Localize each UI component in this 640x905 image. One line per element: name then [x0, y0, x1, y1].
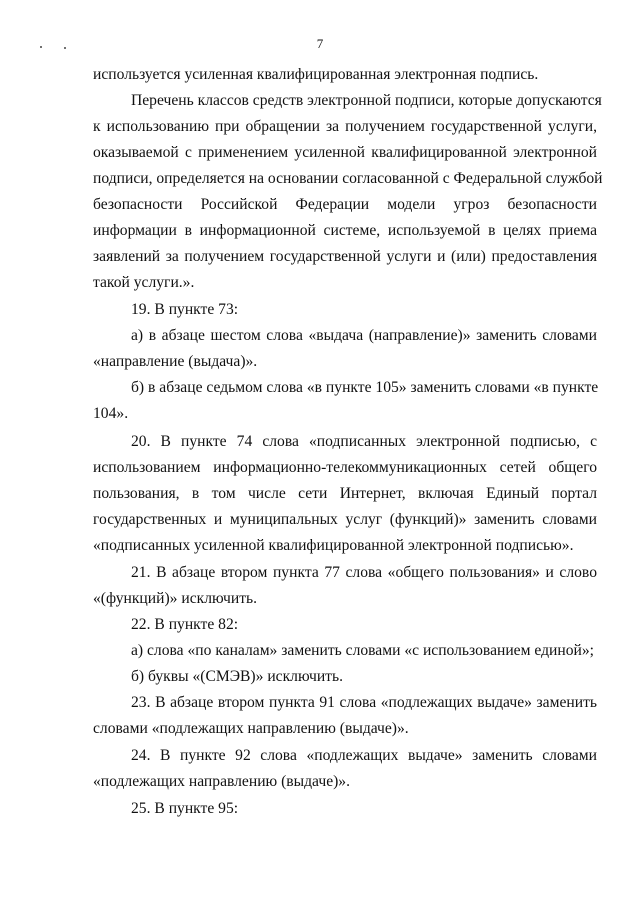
list-item: а) слова «по каналам» заменить словами «с использованием единой»;: [131, 642, 594, 659]
page-number: 7: [316, 36, 324, 51]
text-line: заявлений за получением государственной услуги и (или) предоставления: [93, 248, 597, 265]
paragraph-first-line: а) в абзаце шестом слова «выдача (направление)» заменить словами: [131, 327, 597, 344]
text-line: к использованию при обращении за получением государственной услуги,: [93, 118, 597, 135]
text-line: использованием информационно-телекоммуникационных сетей общего: [93, 459, 597, 476]
text-line: словами «подлежащих направлению (выдаче)».: [93, 720, 409, 737]
item-heading: 25. В пункте 95:: [131, 800, 239, 817]
text-line: 104».: [93, 405, 129, 422]
paragraph-first-line: 24. В пункте 92 слова «подлежащих выдаче» заменить словами: [131, 747, 597, 764]
paragraph-first-line: 21. В абзаце втором пункта 77 слова «общего пользования» и слово: [131, 564, 597, 581]
text-line: используется усиленная квалифицированная электронная подпись.: [93, 66, 539, 83]
paragraph-first-line: б) в абзаце седьмом слова «в пункте 105» заменить словами «в пункте: [131, 379, 599, 396]
text-line: пользования, в том числе сети Интернет, включая Единый портал: [93, 485, 597, 502]
text-line: «подлежащих направлению (выдаче)».: [93, 773, 351, 790]
text-line: «подписанных усиленной квалифицированной электронной подписью».: [93, 537, 574, 554]
paragraph-first-line: 20. В пункте 74 слова «подписанных электронной подписью, с: [131, 433, 597, 450]
paragraph-first-line: Перечень классов средств электронной подписи, которые допускаются: [131, 92, 602, 109]
text-line: оказываемой с применением усиленной квалифицированной электронной: [93, 144, 597, 161]
list-item: б) буквы «(СМЭВ)» исключить.: [131, 668, 344, 685]
text-line: такой услуги.».: [93, 274, 195, 291]
text-line: государственных и муниципальных услуг (функций)» заменить словами: [93, 511, 597, 528]
text-line: безопасности Российской Федерации модели угроз безопасности: [93, 196, 597, 213]
item-heading: 22. В пункте 82:: [131, 616, 239, 633]
text-line: информации в информационной системе, используемой в целях приема: [93, 222, 597, 239]
item-heading: 19. В пункте 73:: [131, 301, 239, 318]
text-line: «(функций)» исключить.: [93, 590, 258, 607]
text-line: «направление (выдача)».: [93, 353, 258, 370]
text-line: подписи, определяется на основании согласованной с Федеральной службой: [93, 170, 603, 187]
paragraph-first-line: 23. В абзаце втором пункта 91 слова «подлежащих выдаче» заменить: [131, 694, 597, 711]
